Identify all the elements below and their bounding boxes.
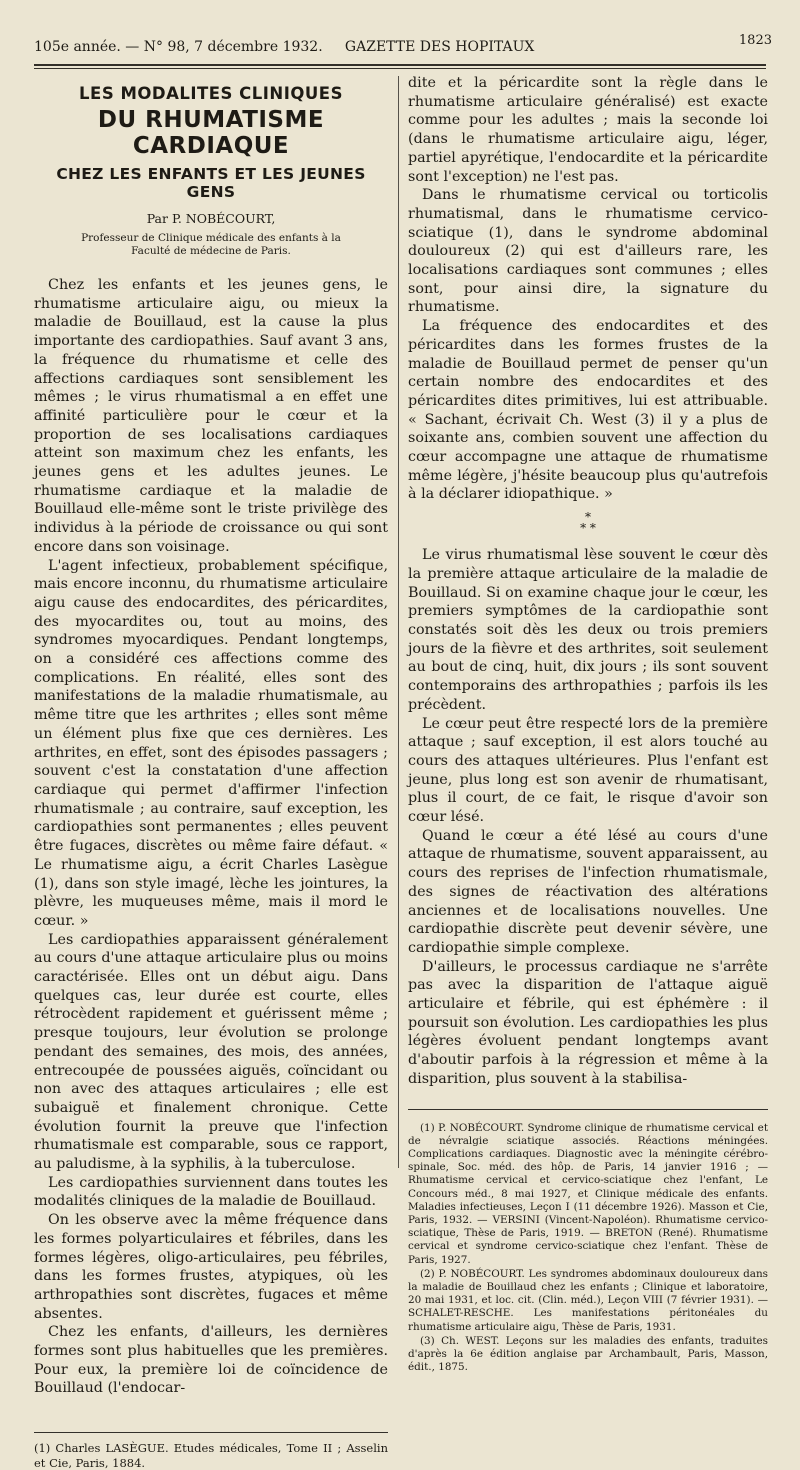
- article-title-line-1: LES MODALITES CLINIQUES: [79, 84, 343, 103]
- paragraph: Les cardiopathies surviennent dans toutes les modalités cliniques de la maladie de Bouillaud.: [34, 1174, 388, 1210]
- paragraph: Quand le cœur a été lésé au cours d'une attaque de rhumatisme, souvent apparaissent, au cours des reprises de l'infection rhumatismale, des signes de réactivation des altérations anciennes et de localisations nouvelles. Une cardiopathie discrète peut devenir sévère, une cardiopathie simple complexe.: [408, 827, 768, 956]
- footnote-rule: [34, 1432, 388, 1433]
- issue-info: 105e année. — N° 98, 7 décembre 1932.: [34, 39, 323, 55]
- paragraph: On les observe avec la même fréquence dans les formes polyarticulaires et fébriles, dans les formes légères, oligo-articulaires, peu fébriles, dans les formes frustes, atypiques, où les arthropathies sont discrètes, fugaces et même absentes.: [34, 1212, 388, 1322]
- paragraph: Chez les enfants, d'ailleurs, les dernières formes sont plus habituelles que les premières. Pour eux, la première loi de coïncidence de Bouillaud (l'endocar-: [34, 1324, 388, 1397]
- column-divider: [398, 76, 399, 1168]
- issue-line: [34, 36, 534, 58]
- section-asterism: [408, 512, 768, 534]
- asterism-bottom: * *: [580, 521, 596, 536]
- author-byline: Par P. NOBÉCOURT,: [146, 211, 276, 226]
- footnote-rule: [408, 1109, 768, 1110]
- paragraph: dite et la péricardite sont la règle dans le rhumatisme articulaire généralisé) est exacte comme pour les adultes ; mais la seconde loi (dans le rhumatisme articulaire aigu, léger, partiel apyrétique, l'endocardite et la péricardite sont l'exception) ne l'est pas.: [408, 75, 768, 185]
- right-column: [408, 74, 768, 1374]
- header-rule-thin: [34, 68, 766, 69]
- footnote: (2) P. NOBÉCOURT. Les syndromes abdominaux douloureux dans la maladie de Bouillaud chez les enfants ; Clinique et laboratoire, 20 mai 1931, et loc. cit. (Clin. méd.), Leçon VIII (7 février 1931). — SCHALET-RESCHE. Les manifestations péritonéales du rhumatisme articulaire aigu, Thèse de Paris, 1931.: [408, 1267, 768, 1333]
- author-affiliation: Professeur de Clinique médicale des enfants à la Faculté de médecine de Paris.: [81, 232, 341, 257]
- page-number: 1823: [738, 33, 772, 48]
- paragraph: Le cœur peut être respecté lors de la première attaque ; sauf exception, il est alors touché au cours des attaques ultérieures. Plus l'enfant est jeune, plus long est son avenir de rhumatisant, plus il court, de ce fait, le risque d'avoir son cœur lésé.: [408, 715, 768, 826]
- paragraph: L'agent infectieux, probablement spécifique, mais encore inconnu, du rhumatisme articulaire aigu cause des endocardites, des péricardites, des myocardites ou, tout au moins, des syndromes myocardiques. Pendant longtemps, on a considéré ces affections comme des complications. En réalité, elles sont des manifestations de la maladie rhumatismale, au même titre que les arthrites ; elles sont même un élément plus fixe que ces dernières. Les arthrites, en effet, sont des épisodes passagers ; souvent c'est la constatation d'une affection cardiaque qui permet d'affirmer l'infection rhumatismale ; au contraire, sauf exception, les cardiopathies sont permanentes ; elles peuvent être fugaces, discrètes ou même faire défaut. « Le rhumatisme aigu, a écrit Charles Lasègue (1), dans son style imagé, lèche les jointures, la plèvre, les muqueuses même, mais il mord le cœur. »: [34, 557, 388, 929]
- journal-name: GAZETTE DES HOPITAUX: [344, 39, 535, 55]
- footnotes: [408, 1122, 768, 1375]
- article-title-line-2: DU RHUMATISME CARDIAQUE: [97, 107, 325, 159]
- footnote: (1) P. NOBÉCOURT. Syndrome clinique de rhumatisme cervical et de névralgie sciatique associés. Réactions méningées. Complications cardiaques. Diagnostic avec la méningite cérébro-spinale, Soc. méd. des hôp. de Paris, 14 janvier 1916 ; — Rhumatisme cervical et cervico-sciatique chez l'enfant, Le Concours méd., 8 mai 1927, et Clinique médicale des enfants. Maladies infectieuses, Leçon I (11 décembre 1926). Masson et Cie, Paris, 1932. — VERSINI (Vincent-Napoléon). Rhumatisme cervico-sciatique, Thèse de Paris, 1919. — BRETON (René). Rhumatisme cervical et syndrome cervico-sciatique chez l'enfant. Thèse de Paris, 1927.: [408, 1121, 768, 1266]
- running-head: [34, 33, 772, 58]
- header-rule: [34, 64, 766, 66]
- right-body-top: [408, 74, 768, 504]
- paragraph: Dans le rhumatisme cervical ou torticolis rhumatismal, dans le rhumatisme cervico-sciatique (1), dans le syndrome abdominal douloureux (2) qui est d'ailleurs rare, les localisations cardiaques sont communes ; elles sont, pour ainsi dire, la signature du rhumatisme.: [408, 187, 768, 316]
- paragraph: La fréquence des endocardites et des péricardites dans les formes frustes de la maladie de Bouillaud permet de penser qu'un certain nombre des endocardites et des péricardites dites primitives, lui est attribuable. « Sachant, écrivait Ch. West (3) il y a plus de soixante ans, combien souvent une affection du cœur accompagne une attaque de rhumatisme même légère, j'hésite beaucoup plus qu'autrefois à la déclarer idiopathique. »: [408, 318, 768, 503]
- left-column: [34, 80, 388, 1470]
- article-title-line-3: CHEZ LES ENFANTS ET LES JEUNES GENS: [56, 165, 366, 201]
- paragraph: D'ailleurs, le processus cardiaque ne s'arrête pas avec la disparition de l'attaque aiguë articulaire et fébrile, qui est éphémère : il poursuit son évolution. Les cardiopathies les plus légères évoluent pendant longtemps avant d'aboutir parfois à la régression et même à la disparition, plus souvent à la stabilisa-: [408, 958, 768, 1087]
- paragraph: Les cardiopathies apparaissent généralement au cours d'une attaque articulaire plus ou moins caractérisée. Elles ont un début aigu. Dans quelques cas, leur durée est courte, elles rétrocèdent rapidement et guérissent même ; presque toujours, leur évolution se prolonge pendant des semaines, des mois, des années, entrecoupée de poussées aiguës, coïncidant ou non avec des attaques articulaires ; elle est subaiguë et finalement chronique. Cette évolution fournit la preuve que l'infection rhumatismale est comparable, sous ce rapport, au paludisme, à la syphilis, à la tuberculose.: [34, 931, 388, 1173]
- left-body: [34, 276, 388, 1398]
- paragraph: Le virus rhumatismal lèse souvent le cœur dès la première attaque articulaire de la maladie de Bouillaud. Si on examine chaque jour le cœur, les premiers symptômes de la cardiopathie sont constatés soit dès les deux ou trois premiers jours de la fièvre et des arthrites, soit seulement au bout de cinq, huit, dix jours ; ils sont souvent contemporains des arthropathies ; parfois ils les précèdent.: [408, 547, 768, 713]
- paragraph: Chez les enfants et les jeunes gens, le rhumatisme articulaire aigu, ou mieux la maladie de Bouillaud, est la cause la plus importante des cardiopathies. Sauf avant 3 ans, la fréquence du rhumatisme et celle des affections cardiaques sont sensiblement les mêmes ; le virus rhumatismal a en effet une affinité particulière pour le cœur et la proportion de ses localisations cardiaques atteint son maximum chez les enfants, les jeunes gens et les adultes jeunes. Le rhumatisme cardiaque et la maladie de Bouillaud elle-même sont le triste privilège des individus à la période de croissance ou qui sont encore dans son voisinage.: [34, 277, 388, 555]
- footnote: (3) Ch. WEST. Leçons sur les maladies des enfants, traduites d'après la 6e édition anglaise par Archambault, Paris, Masson, édit., 1875.: [408, 1334, 768, 1374]
- asterism-top: *: [585, 510, 591, 525]
- footnote: (1) Charles LASÈGUE. Etudes médicales, Tome II ; Asselin et Cie, Paris, 1884.: [34, 1441, 388, 1470]
- right-body-bottom: [408, 546, 768, 1088]
